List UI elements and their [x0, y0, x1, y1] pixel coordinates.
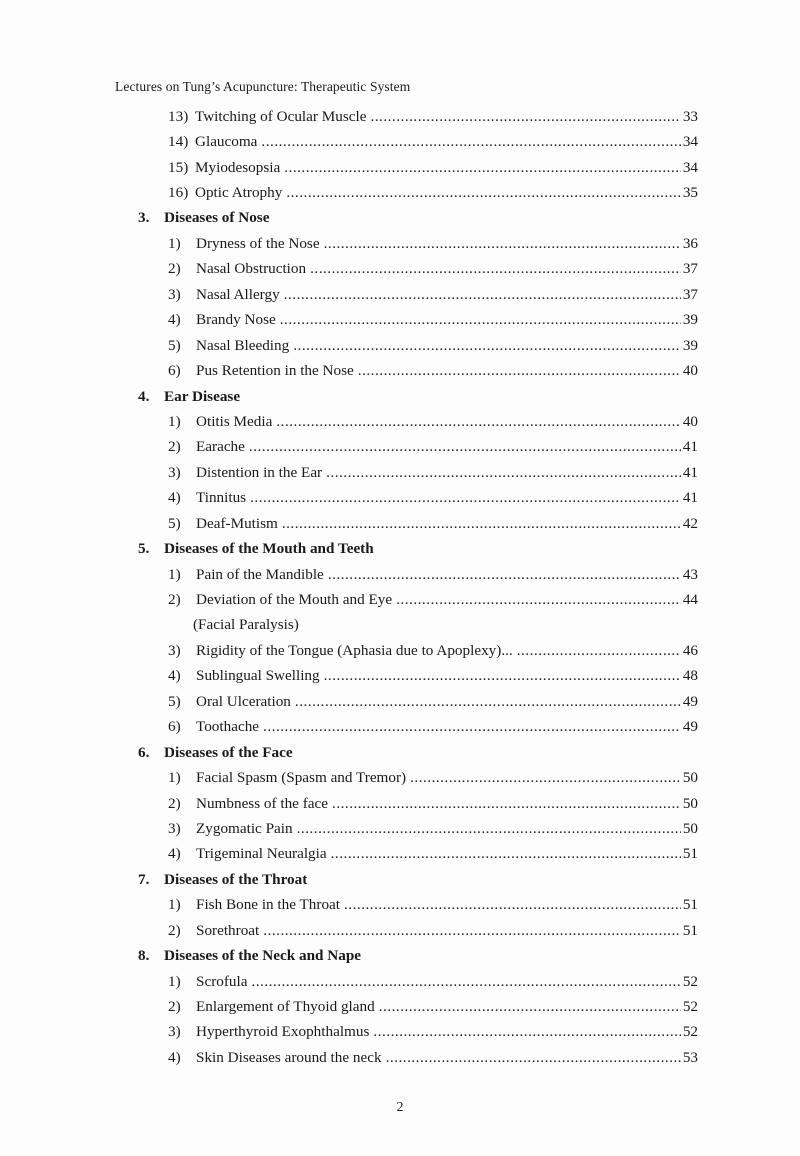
toc-entry	[0, 918, 698, 943]
toc-entry-page: 50	[682, 819, 698, 837]
dot-leader	[250, 489, 681, 507]
toc-entry	[0, 486, 698, 511]
toc-entry-number: 3)	[168, 463, 181, 481]
toc-entry-page: 41	[682, 438, 698, 456]
toc-entry-title: Nasal Obstruction	[196, 260, 307, 278]
toc-entry	[0, 231, 698, 256]
toc-entry	[0, 994, 698, 1019]
toc-entry-title: Myiodesopsia	[195, 158, 281, 176]
toc-entry-page: 42	[682, 514, 698, 532]
toc-section-heading	[0, 536, 800, 561]
toc-entry	[0, 409, 698, 434]
toc-section-heading	[0, 206, 800, 231]
toc-entry	[0, 791, 698, 816]
toc-entry-number: 6)	[168, 718, 181, 736]
toc-entry-title: Hyperthyroid Exophthalmus	[196, 1023, 370, 1041]
toc-entry-title: Fish Bone in the Throat	[196, 896, 340, 914]
toc-entry-number: 2)	[168, 998, 181, 1016]
section-number: 5.	[138, 540, 150, 558]
toc-entry-page: 43	[682, 565, 698, 583]
toc-entry-page: 40	[682, 412, 698, 430]
toc-entry-page: 37	[682, 285, 698, 303]
toc-entry-page: 35	[682, 184, 698, 202]
dot-leader	[297, 820, 681, 838]
toc-entry	[0, 1045, 698, 1070]
toc-entry-number: 1)	[168, 234, 181, 252]
toc-entry	[0, 511, 698, 536]
toc-entry-number: 4)	[168, 845, 181, 863]
toc-section-heading	[0, 384, 800, 409]
toc-entry	[0, 155, 698, 180]
toc-entry	[0, 1020, 698, 1045]
toc-entry-page: 52	[682, 972, 698, 990]
dot-leader	[286, 184, 680, 202]
toc-entry-title: Tinnitus	[196, 489, 247, 507]
toc-entry-number: 2)	[168, 260, 181, 278]
toc-entry	[0, 715, 698, 740]
toc-entry-page: 50	[682, 769, 698, 787]
dot-leader	[249, 438, 681, 456]
toc-entry-number: 15)	[168, 158, 189, 176]
toc-entry-title: Numbness of the face	[196, 794, 329, 812]
toc-entry-title: Zygomatic Pain	[196, 819, 293, 837]
toc-entry-title: Pain of the Mandible	[196, 565, 324, 583]
toc-entry-title: Toothache	[196, 718, 260, 736]
toc-entry	[0, 358, 698, 383]
toc-entry-continuation: (Facial Paralysis)	[193, 616, 299, 634]
toc-entry-title: Nasal Bleeding	[196, 336, 290, 354]
toc-entry-page: 52	[682, 1023, 698, 1041]
dot-leader	[284, 286, 681, 304]
toc-entry-title: Enlargement of Thyoid gland	[196, 998, 375, 1016]
toc-entry-title: Otitis Media	[196, 412, 273, 430]
toc-entry	[0, 257, 698, 282]
toc-entry-title: Oral Ulceration	[196, 692, 291, 710]
toc-entry-number: 3)	[168, 641, 181, 659]
toc-entry-page: 34	[682, 133, 698, 151]
toc-entry-title: Distention in the Ear	[196, 463, 323, 481]
section-number: 7.	[138, 870, 150, 888]
dot-leader	[410, 769, 681, 787]
dot-leader	[379, 998, 681, 1016]
toc-entry-page: 52	[682, 998, 698, 1016]
toc-entry-page: 39	[682, 311, 698, 329]
dot-leader	[358, 362, 681, 380]
toc-entry	[0, 587, 698, 612]
toc-entry-title: Sublingual Swelling	[196, 667, 320, 685]
toc-entry-number: 2)	[168, 591, 181, 609]
section-number: 6.	[138, 743, 150, 761]
toc-entry	[0, 842, 698, 867]
dot-leader	[332, 795, 681, 813]
toc-entry-page: 51	[682, 896, 698, 914]
toc-entry-title: Brandy Nose	[196, 311, 276, 329]
dot-leader	[280, 311, 681, 329]
dot-leader	[396, 591, 681, 609]
toc-entry-number: 6)	[168, 362, 181, 380]
dot-leader	[282, 515, 681, 533]
toc-entry-number: 4)	[168, 311, 181, 329]
toc-entry-number: 3)	[168, 819, 181, 837]
toc-entry-page: 53	[682, 1048, 698, 1066]
toc-entry-page: 33	[682, 107, 698, 125]
dot-leader	[293, 337, 681, 355]
toc-entry-title: Dryness of the Nose	[196, 234, 320, 252]
toc-entry-number: 16)	[168, 184, 189, 202]
dot-leader	[284, 159, 681, 177]
toc-entry	[0, 460, 698, 485]
section-title: Diseases of Nose	[164, 209, 270, 227]
dot-leader	[373, 1023, 680, 1041]
toc-entry-page: 41	[682, 489, 698, 507]
toc-entry-number: 5)	[168, 692, 181, 710]
toc-entry-page: 36	[682, 234, 698, 252]
toc-entry-title: Twitching of Ocular Muscle	[195, 107, 367, 125]
toc-entry-number: 1)	[168, 769, 181, 787]
dot-leader	[344, 896, 681, 914]
dot-leader	[263, 718, 681, 736]
dot-leader	[324, 667, 681, 685]
dot-leader	[295, 693, 681, 711]
toc-entry-number: 1)	[168, 896, 181, 914]
toc-entry	[0, 282, 698, 307]
section-title: Diseases of the Mouth and Teeth	[164, 540, 374, 558]
toc-entry-number: 1)	[168, 972, 181, 990]
dot-leader	[324, 235, 681, 253]
toc-entry-number: 1)	[168, 565, 181, 583]
dot-leader	[263, 922, 681, 940]
toc-entry-page: 49	[682, 692, 698, 710]
toc-entry-number: 4)	[168, 667, 181, 685]
dot-leader	[517, 642, 681, 660]
toc-entry-number: 5)	[168, 514, 181, 532]
toc-entry	[0, 664, 698, 689]
toc-entry-number: 1)	[168, 412, 181, 430]
toc-section-heading	[0, 943, 800, 968]
section-title: Diseases of the Face	[164, 743, 293, 761]
toc-entry-number: 4)	[168, 1048, 181, 1066]
toc-entry	[0, 969, 698, 994]
running-header: Lectures on Tung’s Acupuncture: Therapeutic System	[115, 79, 411, 94]
toc-entry-title: Scrofula	[196, 972, 248, 990]
toc-entry-page: 44	[682, 591, 698, 609]
toc-entry-title: Earache	[196, 438, 245, 456]
table-of-contents	[0, 104, 800, 1071]
toc-entry-title: Deaf-Mutism	[196, 514, 278, 532]
dot-leader	[261, 133, 680, 151]
section-title: Diseases of the Throat	[164, 870, 308, 888]
dot-leader	[331, 845, 681, 863]
dot-leader	[310, 260, 681, 278]
toc-entry-number: 2)	[168, 794, 181, 812]
toc-entry-title: Sorethroat	[196, 921, 260, 939]
toc-entry	[0, 638, 698, 663]
toc-entry-title: Nasal Allergy	[196, 285, 280, 303]
toc-entry-title: Skin Diseases around the neck	[196, 1048, 382, 1066]
toc-entry-page: 49	[682, 718, 698, 736]
toc-entry-title: Pus Retention in the Nose	[196, 362, 354, 380]
toc-entry-number: 14)	[168, 133, 189, 151]
toc-entry-title: Trigeminal Neuralgia	[196, 845, 327, 863]
toc-entry-title: Facial Spasm (Spasm and Tremor)	[196, 769, 407, 787]
toc-entry-page: 41	[682, 463, 698, 481]
toc-entry	[0, 308, 698, 333]
section-number: 4.	[138, 387, 150, 405]
toc-entry-number: 3)	[168, 1023, 181, 1041]
toc-entry-number: 2)	[168, 438, 181, 456]
toc-entry-page: 34	[682, 158, 698, 176]
section-number: 8.	[138, 947, 150, 965]
toc-entry	[0, 689, 698, 714]
toc-entry-number: 5)	[168, 336, 181, 354]
toc-entry-page: 51	[682, 921, 698, 939]
toc-entry	[0, 562, 698, 587]
dot-leader	[328, 566, 681, 584]
toc-entry-title: Optic Atrophy	[195, 184, 283, 202]
toc-entry-page: 40	[682, 362, 698, 380]
dot-leader	[386, 1049, 681, 1067]
dot-leader	[251, 973, 680, 991]
page-number: 2	[396, 1100, 404, 1115]
dot-leader	[370, 108, 680, 126]
toc-entry-title: Glaucoma	[195, 133, 258, 151]
toc-entry-number: 4)	[168, 489, 181, 507]
toc-entry-page: 50	[682, 794, 698, 812]
toc-entry	[0, 180, 698, 205]
toc-entry-page: 39	[682, 336, 698, 354]
toc-entry-page: 51	[682, 845, 698, 863]
toc-entry-page: 46	[682, 641, 698, 659]
toc-entry-page: 48	[682, 667, 698, 685]
toc-entry	[0, 765, 698, 790]
dot-leader	[276, 413, 680, 431]
toc-entry	[0, 816, 698, 841]
section-number: 3.	[138, 209, 150, 227]
toc-entry	[0, 435, 698, 460]
toc-entry-number: 3)	[168, 285, 181, 303]
toc-entry-title: Deviation of the Mouth and Eye	[196, 591, 393, 609]
toc-section-heading	[0, 740, 800, 765]
toc-entry	[0, 893, 698, 918]
toc-entry	[0, 129, 698, 154]
toc-section-heading	[0, 867, 800, 892]
toc-entry-title: Rigidity of the Tongue (Aphasia due to Apoplexy)...	[196, 641, 513, 659]
toc-entry	[0, 333, 698, 358]
toc-entry-number: 2)	[168, 921, 181, 939]
toc-entry-page: 37	[682, 260, 698, 278]
section-title: Ear Disease	[164, 387, 241, 405]
toc-entry-number: 13)	[168, 107, 189, 125]
toc-entry	[0, 104, 698, 129]
dot-leader	[326, 464, 681, 482]
section-title: Diseases of the Neck and Nape	[164, 947, 362, 965]
